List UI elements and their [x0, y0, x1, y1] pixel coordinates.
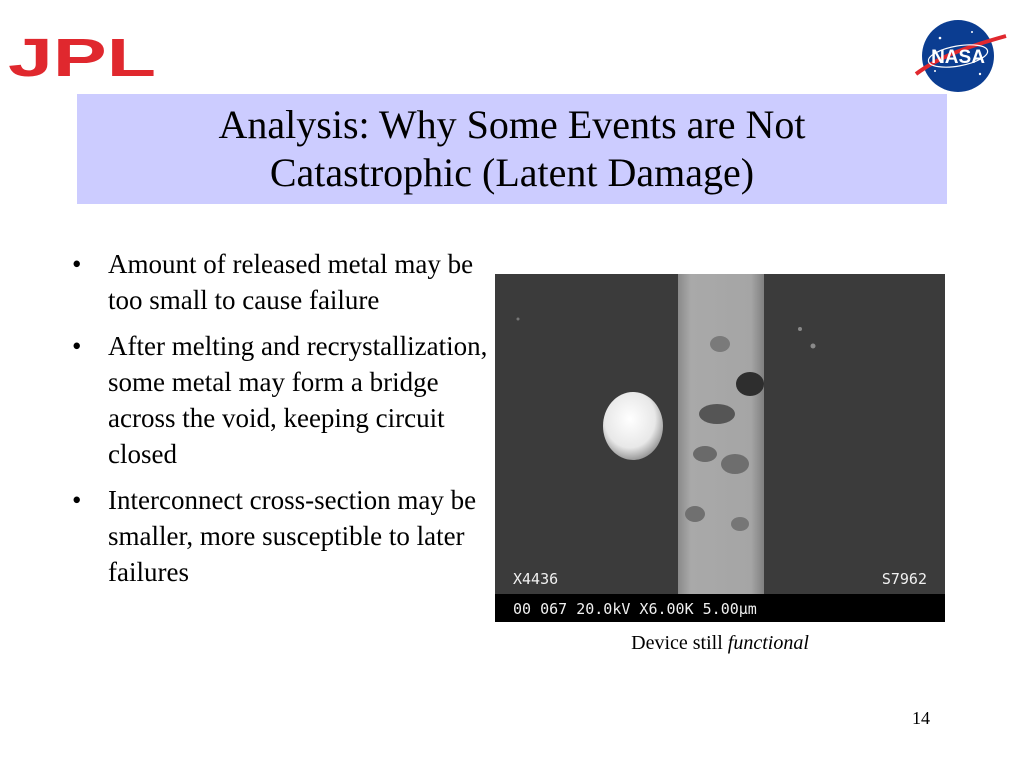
slide-title: Analysis: Why Some Events are Not Catastrophic (Latent Damage)	[218, 102, 806, 195]
sem-overlay-right: S7962	[881, 570, 927, 588]
bullet-marker: •	[72, 249, 82, 279]
bullet-marker: •	[72, 331, 82, 361]
debris-mark	[811, 344, 816, 349]
void-mark	[699, 404, 735, 424]
debris-mark	[798, 327, 802, 331]
bullet-text: Interconnect cross-section may be smaller, more susceptible to later failures	[108, 485, 477, 587]
list-item	[72, 328, 492, 472]
list-item	[72, 246, 492, 318]
caption-prefix: Device still	[631, 632, 723, 654]
void-mark	[693, 446, 717, 462]
list-item	[72, 482, 492, 590]
caption-emphasis: functional	[727, 632, 809, 654]
jpl-logo	[8, 30, 158, 80]
void-mark	[710, 336, 730, 352]
title-banner	[77, 94, 947, 204]
debris-mark	[517, 318, 520, 321]
image-caption	[495, 632, 945, 655]
sem-databar-text: 00 067 20.0kV X6.00K 5.00µm	[513, 600, 757, 618]
sem-overlay-left: X4436	[513, 570, 559, 588]
void-mark	[685, 506, 705, 522]
metal-interconnect	[678, 274, 764, 594]
bullet-marker: •	[72, 485, 82, 515]
page-number: 14	[912, 708, 930, 728]
void-mark	[731, 517, 749, 531]
sem-micrograph	[495, 274, 945, 622]
nasa-logo	[910, 16, 1010, 96]
bullet-text: After melting and recrystallization, some metal may form a bridge across the void, keeping circuit closed	[108, 331, 488, 469]
melted-metal-blob	[603, 392, 663, 460]
jpl-logo-text: JPL	[8, 30, 156, 80]
bullet-list	[72, 246, 492, 600]
bullet-text: Amount of released metal may be too small to cause failure	[108, 249, 474, 315]
void-mark	[736, 372, 764, 396]
void-mark	[721, 454, 749, 474]
nasa-logo-text: NASA	[931, 47, 985, 68]
